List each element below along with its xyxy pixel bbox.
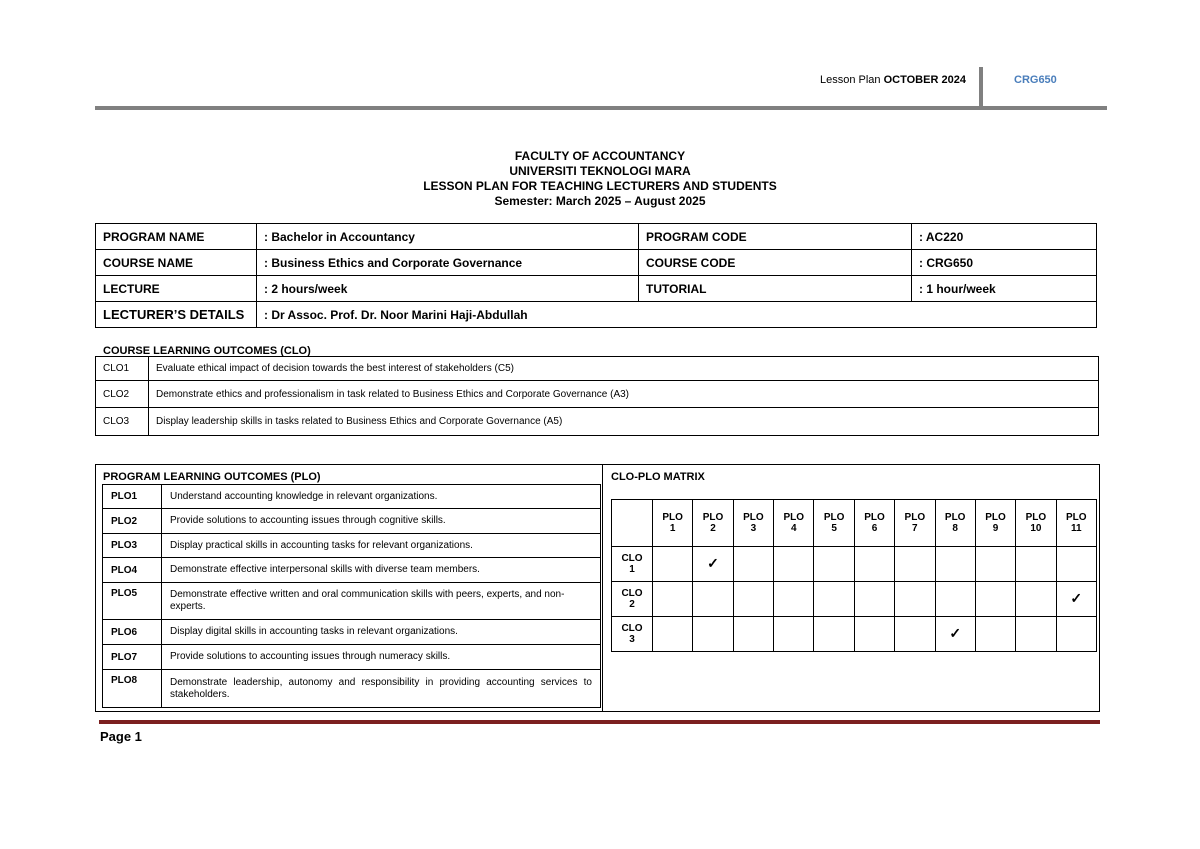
- plo-code: PLO2: [103, 509, 162, 534]
- plo-row: [103, 485, 601, 509]
- footer-rule: [99, 720, 1100, 724]
- matrix-cell: [975, 582, 1015, 617]
- clo-text: Display leadership skills in tasks related to Business Ethics and Corporate Governance (A5): [149, 408, 1099, 436]
- course-row: [96, 250, 1097, 276]
- header-session: OCTOBER 2024: [883, 74, 966, 86]
- matrix-cell: [854, 582, 894, 617]
- tutorial-value: : 1 hour/week: [912, 276, 1097, 302]
- clo-code: CLO1: [96, 357, 149, 381]
- plo-row: [103, 645, 601, 670]
- plo-heading: PROGRAM LEARNING OUTCOMES (PLO): [103, 471, 321, 483]
- matrix-cell: [1016, 582, 1056, 617]
- course-name-label: COURSE NAME: [96, 250, 257, 276]
- matrix-col-header: PLO 2: [693, 500, 733, 547]
- plo-row: [103, 670, 601, 708]
- matrix-cell: [935, 582, 975, 617]
- matrix-cell: [854, 547, 894, 582]
- matrix-cell: [774, 547, 814, 582]
- outcomes-box-divider: [602, 464, 603, 712]
- plo-code: PLO5: [103, 583, 162, 620]
- plo-row: [103, 509, 601, 534]
- clo-heading: COURSE LEARNING OUTCOMES (CLO): [103, 345, 311, 357]
- header-label: [820, 74, 966, 86]
- title-semester: Semester: March 2025 – August 2025: [494, 194, 706, 208]
- contact-hours-row: [96, 276, 1097, 302]
- plo-code: PLO4: [103, 558, 162, 583]
- document-title: [0, 149, 1200, 209]
- matrix-row: [612, 547, 1097, 582]
- matrix-cell: [733, 547, 773, 582]
- program-code-label: PROGRAM CODE: [639, 224, 912, 250]
- plo-text: Demonstrate effective interpersonal skills with diverse team members.: [162, 558, 601, 583]
- matrix-col-header: PLO 1: [653, 500, 693, 547]
- matrix-cell: [653, 617, 693, 652]
- lecture-label: LECTURE: [96, 276, 257, 302]
- check-icon: ✓: [1070, 589, 1083, 606]
- clo-plo-matrix: [611, 499, 1097, 652]
- matrix-cell: [693, 617, 733, 652]
- matrix-row-header: CLO 1: [612, 547, 653, 582]
- matrix-cell: [1056, 617, 1096, 652]
- plo-table: [102, 484, 601, 708]
- lecture-value: : 2 hours/week: [257, 276, 639, 302]
- matrix-cell: [935, 617, 975, 652]
- matrix-row-header: CLO 2: [612, 582, 653, 617]
- matrix-cell: [693, 582, 733, 617]
- header-divider: [979, 67, 983, 107]
- matrix-cell: [693, 547, 733, 582]
- course-code-label: COURSE CODE: [639, 250, 912, 276]
- course-code-value: : CRG650: [912, 250, 1097, 276]
- plo-row: [103, 558, 601, 583]
- lecturer-value: : Dr Assoc. Prof. Dr. Noor Marini Haji-Abdullah: [257, 302, 1097, 328]
- plo-text: Display practical skills in accounting tasks for relevant organizations.: [162, 534, 601, 558]
- plo-code: PLO7: [103, 645, 162, 670]
- clo-code: CLO3: [96, 408, 149, 436]
- lecturer-label: LECTURER’S DETAILS: [96, 302, 257, 328]
- matrix-cell: [814, 582, 854, 617]
- title-lesson-plan: LESSON PLAN FOR TEACHING LECTURERS AND STUDENTS: [423, 179, 777, 193]
- matrix-cell: [854, 617, 894, 652]
- clo-text: Demonstrate ethics and professionalism in task related to Business Ethics and Corporate Governance (A3): [149, 381, 1099, 408]
- plo-text: Display digital skills in accounting tasks in relevant organizations.: [162, 620, 601, 645]
- header-lesson-plan: Lesson Plan: [820, 74, 881, 86]
- check-icon: ✓: [707, 554, 719, 571]
- plo-code: PLO6: [103, 620, 162, 645]
- title-faculty: FACULTY OF ACCOUNTANCY: [514, 149, 686, 163]
- matrix-body: [612, 500, 1097, 652]
- program-info-table: [95, 223, 1097, 328]
- matrix-row: [612, 582, 1097, 617]
- header-course-code: CRG650: [1014, 74, 1057, 86]
- matrix-cell: [774, 582, 814, 617]
- matrix-corner: [612, 500, 653, 547]
- matrix-row: [612, 617, 1097, 652]
- plo-text: Provide solutions to accounting issues through numeracy skills.: [162, 645, 601, 670]
- matrix-cell: [895, 617, 935, 652]
- plo-row: [103, 583, 601, 620]
- plo-code: PLO3: [103, 534, 162, 558]
- matrix-col-header: PLO 10: [1016, 500, 1056, 547]
- matrix-col-header: PLO 5: [814, 500, 854, 547]
- clo-text: Evaluate ethical impact of decision towards the best interest of stakeholders (C5): [149, 357, 1099, 381]
- matrix-cell: [1016, 547, 1056, 582]
- clo-code: CLO2: [96, 381, 149, 408]
- matrix-cell: [774, 617, 814, 652]
- plo-row: [103, 620, 601, 645]
- plo-text: Provide solutions to accounting issues through cognitive skills.: [162, 509, 601, 534]
- matrix-col-header: PLO 9: [975, 500, 1015, 547]
- matrix-cell: [895, 547, 935, 582]
- program-name-label: PROGRAM NAME: [96, 224, 257, 250]
- clo-row: [96, 408, 1099, 436]
- matrix-row-header: CLO 3: [612, 617, 653, 652]
- matrix-cell: [895, 582, 935, 617]
- clo-row: [96, 357, 1099, 381]
- plo-code: PLO8: [103, 670, 162, 708]
- plo-text: Demonstrate leadership, autonomy and responsibility in providing accounting services to stakeholders.: [162, 670, 601, 708]
- check-icon: ✓: [949, 624, 962, 641]
- matrix-cell: [733, 617, 773, 652]
- program-code-value: : AC220: [912, 224, 1097, 250]
- plo-row: [103, 534, 601, 558]
- plo-text: Demonstrate effective written and oral communication skills with peers, experts, and non-experts.: [162, 583, 601, 620]
- program-row: [96, 224, 1097, 250]
- plo-text: Understand accounting knowledge in relevant organizations.: [162, 485, 601, 509]
- header-rule: [95, 106, 1107, 110]
- matrix-cell: [975, 547, 1015, 582]
- tutorial-label: TUTORIAL: [639, 276, 912, 302]
- matrix-cell: [1056, 547, 1096, 582]
- matrix-cell: [975, 617, 1015, 652]
- matrix-header-row: [612, 500, 1097, 547]
- clo-row: [96, 381, 1099, 408]
- matrix-col-header: PLO 4: [774, 500, 814, 547]
- matrix-cell: [1016, 617, 1056, 652]
- matrix-col-header: PLO 7: [895, 500, 935, 547]
- lecturer-row: [96, 302, 1097, 328]
- plo-code: PLO1: [103, 485, 162, 509]
- page-number: Page 1: [100, 729, 142, 744]
- title-university: UNIVERSITI TEKNOLOGI MARA: [509, 164, 691, 178]
- course-name-value: : Business Ethics and Corporate Governance: [257, 250, 639, 276]
- matrix-cell: [653, 547, 693, 582]
- matrix-cell: [653, 582, 693, 617]
- matrix-cell: [1056, 582, 1096, 617]
- matrix-col-header: PLO 8: [935, 500, 975, 547]
- matrix-col-header: PLO 3: [733, 500, 773, 547]
- clo-table: [95, 356, 1099, 436]
- matrix-cell: [814, 547, 854, 582]
- matrix-col-header: PLO 11: [1056, 500, 1096, 547]
- matrix-cell: [935, 547, 975, 582]
- matrix-col-header: PLO 6: [854, 500, 894, 547]
- matrix-heading: CLO-PLO MATRIX: [611, 471, 705, 483]
- program-name-value: : Bachelor in Accountancy: [257, 224, 639, 250]
- matrix-cell: [733, 582, 773, 617]
- matrix-cell: [814, 617, 854, 652]
